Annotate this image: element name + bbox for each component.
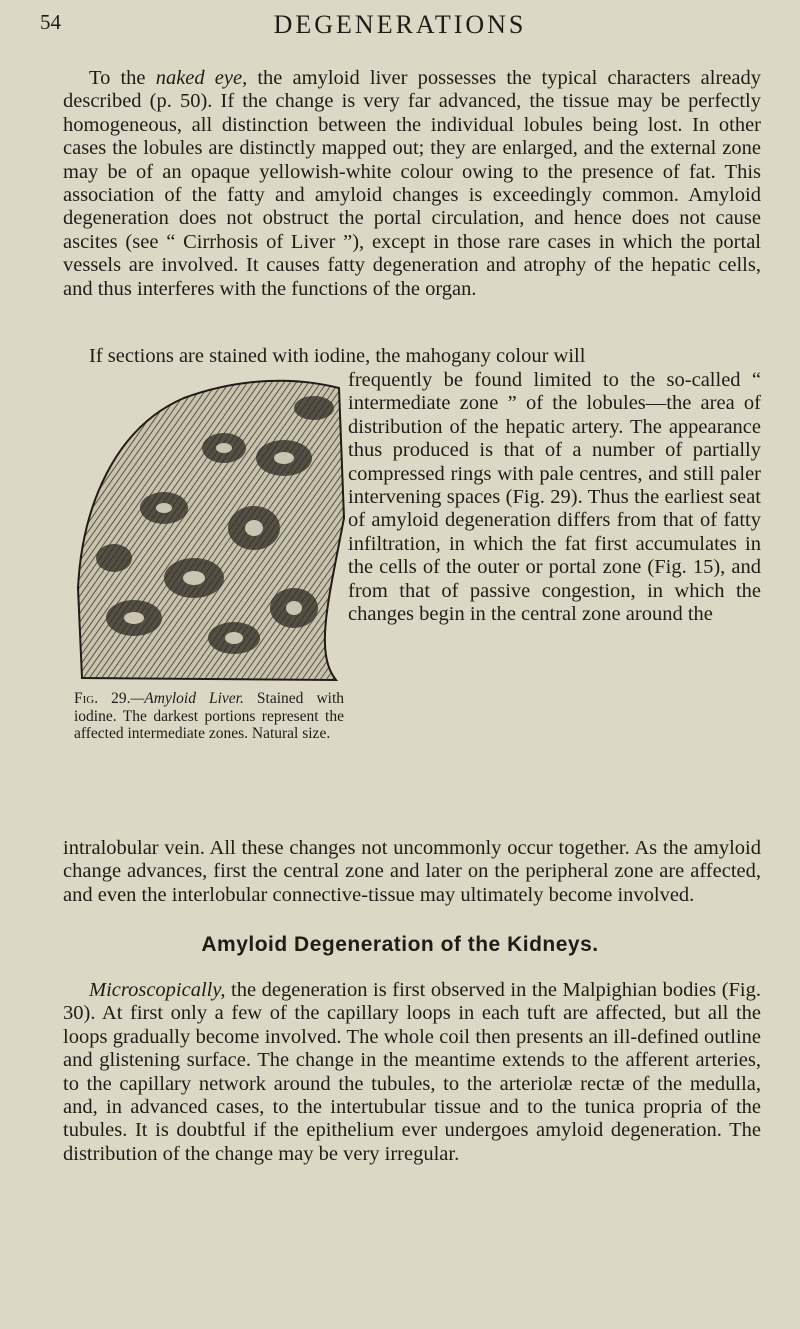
figure-caption-text: Stained with iodine. The darkest portions represent the affected intermediate zones. Natural size. — [74, 690, 344, 742]
paragraph-body: the amyloid liver possesses the typical characters already described (p. 50). If the change is very far advanced, the tissue may be perfectly homogeneous, all distinction between the individual lobules being lost. In other cases the lobules are distinctly mapped out; they are enlarged, and the external zone may be of an opaque yellowish-white colour owing to the presence of fat. This association of the fatty and amyloid changes is exceedingly common. Amyloid degeneration does not obstruct the portal circulation, and hence does not cause ascites (see “ Cirrhosis of Liver ”), except in those rare cases in which the portal vessels are involved. It causes fatty degeneration and atrophy of the hepatic cells, and thus interferes with the functions of the organ. — [63, 67, 762, 300]
section-heading: Amyloid Degeneration of the Kidneys. — [201, 933, 599, 956]
page-header — [0, 10, 800, 50]
paragraph-lead: To the — [89, 67, 156, 89]
italic-lead: Microscopically, — [89, 979, 226, 1001]
figure-caption — [74, 690, 344, 743]
amyloid-liver-illustration — [74, 368, 348, 686]
paragraph-iodine-wrapped: frequently be found limited to the so-called “ intermediate zone ” of the lobules—the area of distribution of the hepatic artery. The appearance thus produced is that of a number of partially compressed rings with pale centres, and still paler intervening spaces (Fig. 29). Thus the earliest seat of amyloid degeneration differs from that of fatty infiltration, in which the fat first accumulates in the cells of the outer or portal zone (Fig. 15), and from that of passive congestion, in which the changes begin in the central zone around the — [348, 369, 761, 626]
paragraph-iodine-tail: intralobular vein. All these changes not uncommonly occur together. As the amyloid change advances, first the central zone and later on the peripheral zone are affected, and even the interlobular connective-tissue may ultimately become involved. — [63, 837, 761, 906]
paragraph-body: the degeneration is first observed in the Malpighian bodies (Fig. 30). At first only a few of the capillary loops in each tuft are affected, but all the loops gradually become involved. The whole coil then presents an ill-defined outline and glistening surface. The change in the meantime extends to the afferent arteries, to the capillary network around the tubules, to the arteriolæ rectæ of the medulla, and, in advanced cases, to the intertubular tissue and to the tunica propria of the tubules. It is doubtful if the epithelium ever undergoes amyloid degeneration. The distribution of the change may be very irregular. — [63, 979, 761, 1165]
paragraph-iodine-first-line: If sections are stained with iodine, the mahogany colour will — [89, 345, 586, 367]
figure-label: Fig. 29. — [74, 690, 131, 707]
figure-title: —Amyloid Liver. — [130, 690, 244, 707]
paragraph-liver-naked-eye — [63, 67, 761, 301]
page-number: 54 — [40, 10, 61, 34]
italic-lead: naked eye, — [155, 67, 248, 89]
paragraph-kidneys — [63, 979, 761, 1166]
figure-amyloid-liver — [74, 368, 348, 686]
running-title: DEGENERATIONS — [273, 10, 527, 39]
